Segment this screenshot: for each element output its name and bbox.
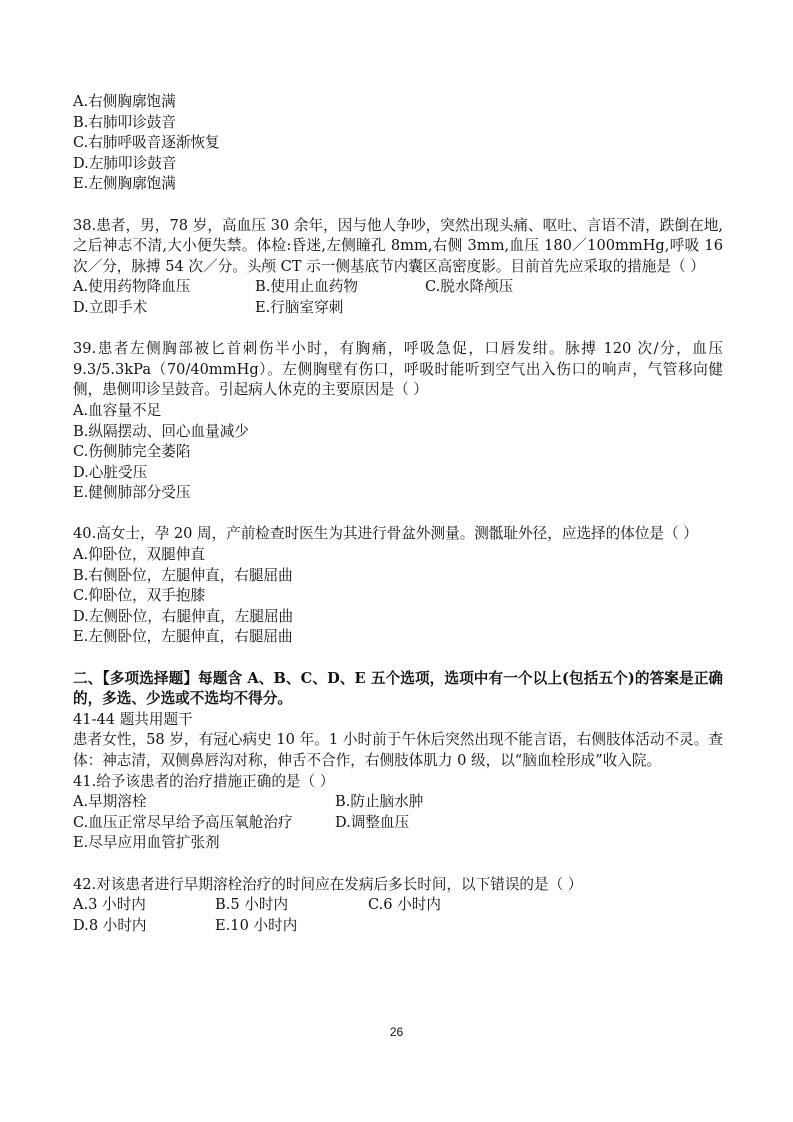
q38-stem: 38.患者，男，78 岁，高血压 30 余年，因与他人争吵，突然出现头痛、呕吐、言语不清，跌倒在地,之后神志不清,大小便失禁。体检:昏迷,左侧瞳孔 8mm,右侧 3mm,血压 180／100mmHg,呼吸 16 次／分，脉搏 54 次／分。头颅 CT 示一侧基底节内囊区高密度影。目前首先应采取的措施是（ ） xyxy=(73,216,723,275)
question-42 xyxy=(73,875,723,937)
section-2 xyxy=(73,669,723,772)
q38-option-e: E.行脑室穿刺 xyxy=(255,298,344,316)
document-page xyxy=(73,92,723,936)
q40-option-c: C.仰卧位，双手抱膝 xyxy=(73,587,206,605)
q42-options-row-2 xyxy=(73,916,723,937)
q39-option-e: E.健侧肺部分受压 xyxy=(73,484,191,502)
q39-option-b: B.纵隔摆动、回心血量减少 xyxy=(73,422,249,440)
q42-stem: 42.对该患者进行早期溶栓治疗的时间应在发病后多长时间，以下错误的是（ ） xyxy=(73,875,583,893)
q41-option-a: A.早期溶栓 xyxy=(73,793,147,811)
q40-option-b: B.右侧卧位，左腿伸直，右腿屈曲 xyxy=(73,566,293,584)
q38-option-d: D.立即手术 xyxy=(73,298,148,316)
question-40 xyxy=(73,524,723,648)
q40-option-a: A.仰卧位，双腿伸直 xyxy=(73,546,205,564)
q42-option-b: B.5 小时内 xyxy=(215,896,289,914)
q41-option-d: D.调整血压 xyxy=(335,813,410,831)
q42-option-c: C.6 小时内 xyxy=(368,896,441,914)
q37-option-b: B.右肺叩诊鼓音 xyxy=(73,113,176,131)
q42-option-a: A.3 小时内 xyxy=(73,896,146,914)
q41-option-b: B.防止脑水肿 xyxy=(335,793,424,811)
q39-stem: 39.患者左侧胸部被匕首刺伤半小时，有胸痛，呼吸急促，口唇发绀。脉搏 120 次/分，血压 9.3/5.3kPa（70/40mmHg）。左侧胸壁有伤口，呼吸时能听到空气出入伤口的响声，气管移向健侧，患侧叩诊呈鼓音。引起病人休克的主要原因是（ ） xyxy=(73,340,723,399)
q41-stem: 41.给予该患者的治疗措施正确的是（ ） xyxy=(73,772,335,790)
q42-options-row-1 xyxy=(73,895,723,916)
q38-option-b: B.使用止血药物 xyxy=(255,278,358,296)
page-number: 26 xyxy=(389,1025,404,1039)
q42-option-e: E.10 小时内 xyxy=(215,916,298,934)
shared-stem-label: 41-44 题共用题干 xyxy=(73,710,193,728)
q37-option-list xyxy=(73,92,723,195)
q41-option-c: C.血压正常尽早给予高压氧舱治疗 xyxy=(73,813,293,831)
q40-option-e: E.左侧卧位，左腿伸直，右腿屈曲 xyxy=(73,628,293,646)
question-38 xyxy=(73,216,723,319)
q38-option-c: C.脱水降颅压 xyxy=(425,278,514,296)
q38-options-row-1 xyxy=(73,277,723,298)
q37-option-c: C.右肺呼吸音逐渐恢复 xyxy=(73,134,220,152)
shared-case-text: 患者女性，58 岁，有冠心病史 10 年。1 小时前于午休后突然出现不能言语，右侧肢体活动不灵。查体：神志清，双侧鼻唇沟对称，伸舌不合作，右侧肢体肌力 0 级，以“脑血栓形成”收入院。 xyxy=(73,731,723,769)
q40-stem: 40.高女士，孕 20 周，产前检查时医生为其进行骨盆外测量。测骶耻外径，应选择的体位是（ ） xyxy=(73,525,698,543)
question-41 xyxy=(73,772,723,854)
question-39 xyxy=(73,339,723,504)
q39-option-a: A.血容量不足 xyxy=(73,401,162,419)
q39-option-c: C.伤侧肺完全萎陷 xyxy=(73,443,191,461)
q40-option-d: D.左侧卧位，右腿伸直，左腿屈曲 xyxy=(73,607,294,625)
q37-option-e: E.左侧胸廓饱满 xyxy=(73,175,176,193)
q42-option-d: D.8 小时内 xyxy=(73,916,147,934)
q37-option-d: D.左肺叩诊鼓音 xyxy=(73,154,177,172)
q41-option-e: E.尽早应用血管扩张剂 xyxy=(73,834,220,852)
q39-option-d: D.心脏受压 xyxy=(73,463,148,481)
q38-option-a: A.使用药物降血压 xyxy=(73,278,191,296)
q41-options-row-1 xyxy=(73,792,723,813)
q37-option-a: A.右侧胸廓饱满 xyxy=(73,93,176,110)
section-2-heading: 二、【多项选择题】每题含 A、B、C、D、E 五个选项，选项中有一个以上(包括五个)的答案是正确的，多选、少选或不选均不得分。 xyxy=(73,669,723,708)
q41-options-row-2 xyxy=(73,813,723,834)
q38-options-row-2 xyxy=(73,298,723,319)
